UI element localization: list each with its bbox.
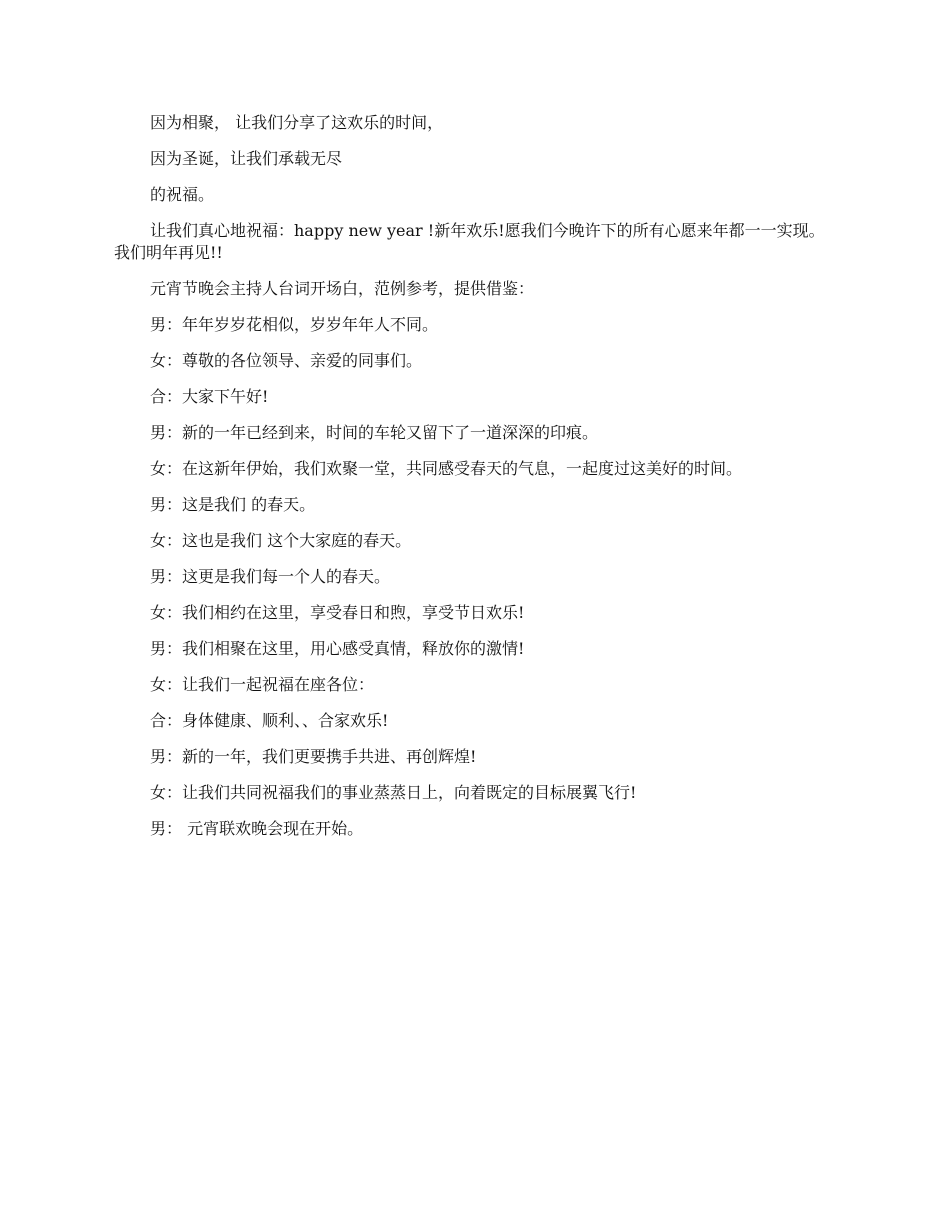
paragraph: 合：大家下午好! [150, 387, 269, 407]
paragraph: 因为圣诞，让我们承载无尽 [150, 149, 343, 168]
paragraph: 女：尊敬的各位领导、亲爱的同事们。 [150, 351, 423, 371]
paragraph: 让我们真心地祝福：happy new year !新年欢乐!愿我们今晚许下的所有心愿来年都一一实现。我们明年再见!! [114, 221, 825, 263]
paragraph: 男：这更是我们每一个人的春天。 [150, 567, 391, 587]
paragraph: 男：年年岁岁花相似，岁岁年年人不同。 [150, 315, 439, 335]
paragraph: 的祝福。 [150, 185, 215, 204]
document-body [114, 112, 832, 854]
paragraph: 元宵节晚会主持人台词开场白，范例参考，提供借鉴： [150, 279, 535, 299]
paragraph: 合：身体健康、顺利、、合家欢乐! [150, 711, 389, 731]
paragraph: 女：让我们共同祝福我们的事业蒸蒸日上，向着既定的目标展翼飞行! [150, 783, 637, 803]
paragraph: 女：我们相约在这里，享受春日和煦，享受节日欢乐! [150, 603, 525, 623]
paragraph: 男： 元宵联欢晚会现在开始。 [150, 819, 364, 839]
paragraph: 男：新的一年，我们更要携手共进、再创辉煌! [150, 747, 477, 767]
paragraph: 男：我们相聚在这里，用心感受真情，释放你的激情! [150, 639, 525, 659]
paragraph: 因为相聚， 让我们分享了这欢乐的时间， [150, 113, 444, 132]
paragraph: 男：这是我们 的春天。 [150, 495, 316, 515]
paragraph: 男：新的一年已经到来，时间的车轮又留下了一道深深的印痕。 [150, 423, 599, 443]
paragraph: 女：让我们一起祝福在座各位： [150, 675, 375, 695]
paragraph: 女：在这新年伊始，我们欢聚一堂，共同感受春天的气息，一起度过这美好的时间。 [150, 459, 743, 479]
paragraph: 女：这也是我们 这个大家庭的春天。 [150, 531, 412, 551]
